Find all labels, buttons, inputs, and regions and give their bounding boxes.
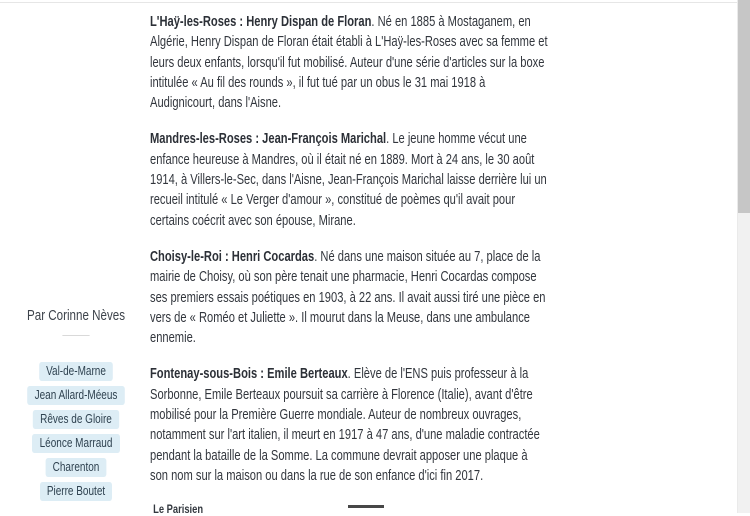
tag-leonce-marraud[interactable]: Léonce Marraud <box>32 434 119 453</box>
source-attribution: Le Parisien <box>153 502 204 516</box>
paragraph-hay-les-roses <box>150 12 549 113</box>
tag-reves-de-gloire[interactable]: Rêves de Gloire <box>33 410 119 429</box>
paragraph-text: . Né dans une maison située au 7, place de la mairie de Choisy, où son père tenait une pharmacie, Henri Cocardas compose ses premiers essais poétiques en 1903, à 22 ans. Il avait aussi tiré une pièce en vers de « Roméo et Juliette ». Il mourut dans la Meuse, dans une ambulance ennemie. <box>150 248 546 347</box>
paragraph-fontenay-sous-bois <box>150 364 549 486</box>
paragraph-text: . Né en 1885 à Mostaganem, en Algérie, Henry Dispan de Floran était établi à L'Haÿ-les-Roses avec sa femme et leurs deux enfants, lorsqu'il fut mobilisé. Auteur d'une série d'articles sur la boxe intitulée « Au fil des rounds », il fut tué par un obus le 31 mai 1918 à Audignicourt, dans l'Aisne. <box>150 14 548 112</box>
paragraph-lead: Fontenay-sous-Bois : Emile Berteaux <box>150 366 348 383</box>
author-sidebar <box>15 300 137 501</box>
tag-charenton[interactable]: Charenton <box>45 458 106 477</box>
paragraph-mandres-les-roses <box>150 129 549 230</box>
article-body <box>150 12 549 516</box>
tag-val-de-marne[interactable]: Val-de-Marne <box>39 362 113 381</box>
paragraph-lead: Mandres-les-Roses : Jean-François Marichal <box>150 131 387 148</box>
byline: Par Corinne Nèves <box>27 308 125 324</box>
top-divider <box>0 2 737 3</box>
paragraph-choisy-le-roi <box>150 247 549 348</box>
tag-pierre-boutet[interactable]: Pierre Boutet <box>40 482 113 501</box>
section-end-divider <box>348 505 384 508</box>
paragraph-text: . Le jeune homme vécut une enfance heureuse à Mandres, où il était né en 1889. Mort à 24 ans, le 30 août 1914, à Villers-le-Sec, dans l'Aisne, Jean-François Marichal laisse derrière lui un recueil intitulé « Le Verger d'amour », constitué de poèmes qu'il avait pour certains coécrit avec son épouse, Mirane. <box>150 131 547 229</box>
paragraph-lead: L'Haÿ-les-Roses : Henry Dispan de Floran <box>150 14 372 30</box>
vertical-scrollbar-thumb[interactable] <box>738 0 750 213</box>
vertical-scrollbar-track[interactable] <box>737 0 750 513</box>
byline-divider <box>62 335 89 336</box>
tag-jean-allard-meeus[interactable]: Jean Allard-Méeus <box>27 386 124 405</box>
paragraph-text: . Elève de l'ENS puis professeur à la Sorbonne, Emile Berteaux poursuit sa carrière à Florence (Italie), avant d'être mobilisé pour la Première Guerre mondiale. Auteur de nombreux ouvrages, notamment sur l'art italien, il meurt en 1917 à 47 ans, d'une maladie contractée pendant la bataille de la Somme. La commune devrait apposer une plaque à son nom sur la maison ou dans la rue de son enfance d'ici fin 2017. <box>150 366 540 484</box>
tag-list <box>27 362 124 501</box>
paragraph-lead: Choisy-le-Roi : Henri Cocardas <box>150 248 315 265</box>
